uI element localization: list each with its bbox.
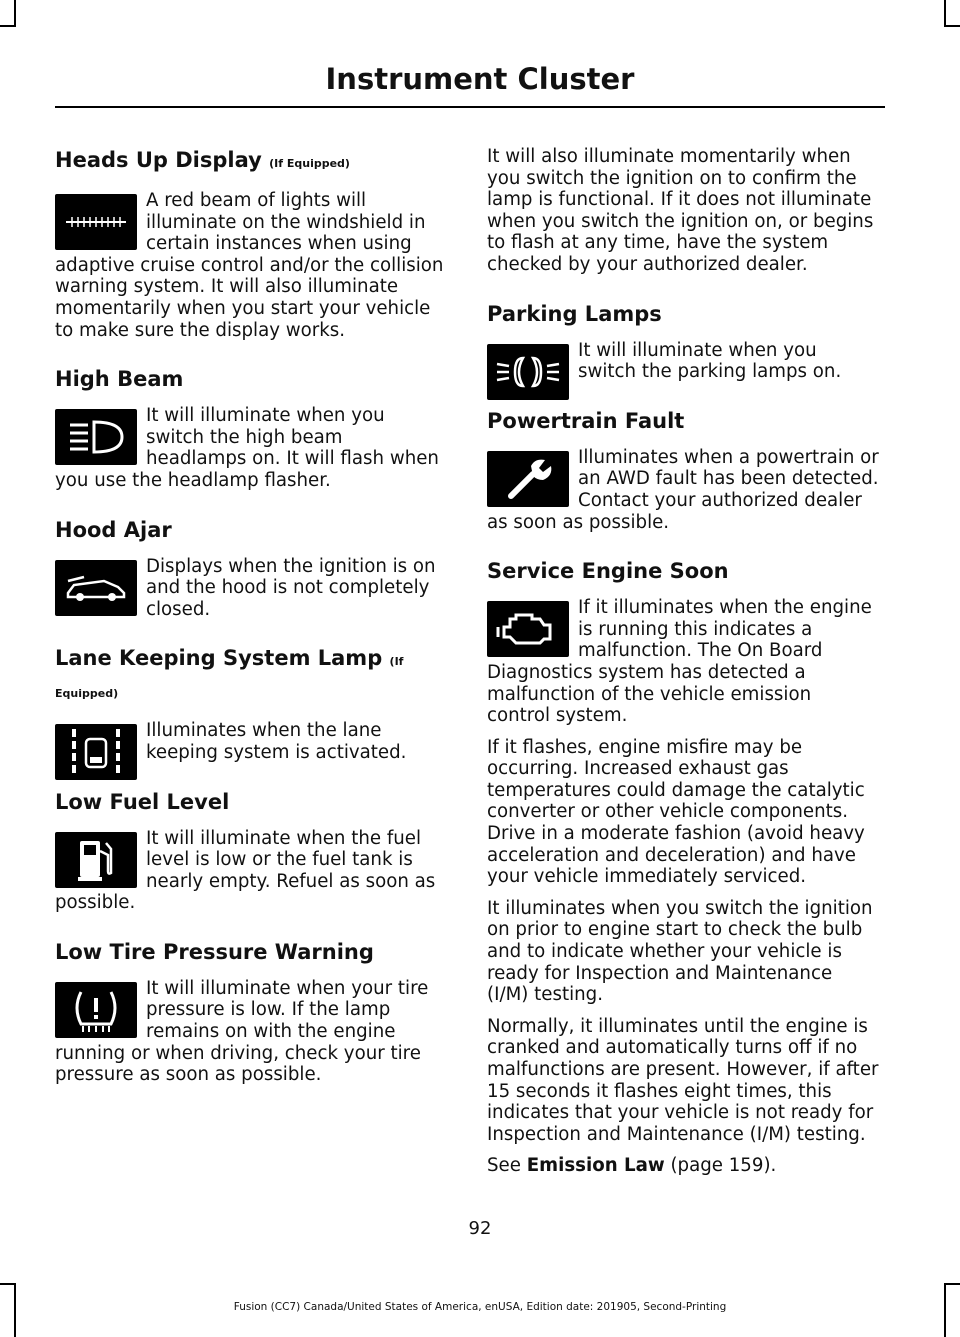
section-qualifier: (If Equipped) [55, 655, 404, 701]
section-hood-ajar [55, 516, 447, 621]
section-heads-up-display [55, 146, 447, 341]
title-rule [55, 106, 885, 108]
section-heading: Service Engine Soon [487, 559, 729, 584]
section-high-beam [55, 365, 447, 491]
wrench-icon [487, 451, 569, 507]
section-parking-lamps [487, 300, 879, 383]
high-beam-icon [55, 409, 137, 465]
section-text: It will illuminate when you switch the parking lamps on. [578, 339, 842, 383]
section-heading: Powertrain Fault [487, 408, 685, 433]
section-powertrain-fault [487, 407, 879, 533]
tire-pressure-icon [55, 982, 137, 1038]
section-low-tire-pressure [55, 938, 447, 1086]
section-heading: Low Fuel Level [55, 789, 230, 814]
crop-mark [0, 25, 16, 27]
engine-paragraph: It illuminates when you switch the ignition on prior to engine start to check the bulb and to indicate whether your vehicle is ready for Inspection and Maintenance (I/M) testing. [487, 897, 873, 1006]
section-text: Displays when the ignition is on and the hood is not completely closed. [146, 555, 436, 620]
engine-paragraph: If it flashes, engine misfire may be occurring. Increased exhaust gas temperatures could damage the catalytic converter or other vehicle components. Drive in a moderate fashion (avoid heavy acceleration and deceleration) and have your vehicle immediately serviced. [487, 736, 865, 888]
see-suffix: (page 159). [664, 1155, 777, 1177]
section-heading: High Beam [55, 367, 184, 392]
intro-text: It will also illuminate momentarily when you switch the ignition on to confirm the lamp is functional. If it does not illuminate when you switch the ignition on, or begins to flash at any time, have the system checked by your authorized dealer. [487, 146, 874, 275]
hood-ajar-icon [55, 560, 137, 616]
crop-mark [944, 25, 960, 27]
see-reference [487, 1155, 879, 1177]
section-heading: Heads Up Display [55, 148, 262, 172]
crop-mark [944, 1283, 960, 1285]
section-text: It will illuminate when you switch the high beam headlamps on. It will flash when you use the headlamp flasher. [55, 405, 439, 491]
section-qualifier: (If Equipped) [269, 157, 350, 170]
section-text: It will illuminate when the fuel level is low or the fuel tank is nearly empty. Refuel as soon as possible. [55, 827, 436, 914]
section-text: It will illuminate when your tire pressure is low. If the lamp remains on with the engine running or when driving, check your tire pressure as soon as possible. [55, 977, 429, 1086]
section-heading: Lane Keeping System Lamp [55, 646, 383, 671]
section-lane-keeping [55, 644, 447, 763]
emission-law-link[interactable]: Emission Law [526, 1155, 665, 1177]
footer-edition: Fusion (CC7) Canada/United States of America, enUSA, Edition date: 201905, Second-Printing [233, 1301, 727, 1313]
fuel-pump-icon [55, 832, 137, 888]
heads-up-display-icon [55, 194, 137, 250]
section-heading: Low Tire Pressure Warning [55, 939, 374, 964]
section-heading: Parking Lamps [487, 301, 662, 326]
section-service-engine-soon [487, 557, 879, 1177]
parking-lamps-icon [487, 344, 569, 400]
right-column [487, 146, 879, 1187]
lane-keeping-icon [55, 724, 137, 780]
section-low-fuel [55, 788, 447, 914]
section-heading: Hood Ajar [55, 517, 172, 542]
crop-mark [0, 1283, 16, 1285]
left-column [55, 146, 447, 1110]
crop-mark [14, 0, 16, 26]
section-text: Illuminates when a powertrain or an AWD fault has been detected. Contact your authorized dealer as soon as possible. [487, 446, 879, 533]
section-text: If it illuminates when the engine is running this indicates a malfunction. The On Board Diagnostics system has detected a malfunction of the vehicle emission control system. [487, 597, 872, 727]
page-number: 92 [468, 1218, 492, 1239]
section-text: Illuminates when the lane keeping system is activated. [146, 720, 407, 763]
crop-mark [944, 0, 946, 26]
engine-paragraph: Normally, it illuminates until the engine is cranked and automatically turns off if no malfunctions are present. However, if after 15 seconds it flashes eight times, this indicates that your vehicle is not ready for Inspection and Maintenance (I/M) testing. [487, 1015, 879, 1145]
section-text: A red beam of lights will illuminate on the windshield in certain instances when using adaptive cruise control and/or the collision warning system. It will also illuminate momentarily when you start your vehicle to make sure the display works. [55, 190, 444, 341]
see-prefix: See [487, 1155, 527, 1177]
page-title: Instrument Cluster [325, 62, 635, 96]
check-engine-icon [487, 601, 569, 657]
